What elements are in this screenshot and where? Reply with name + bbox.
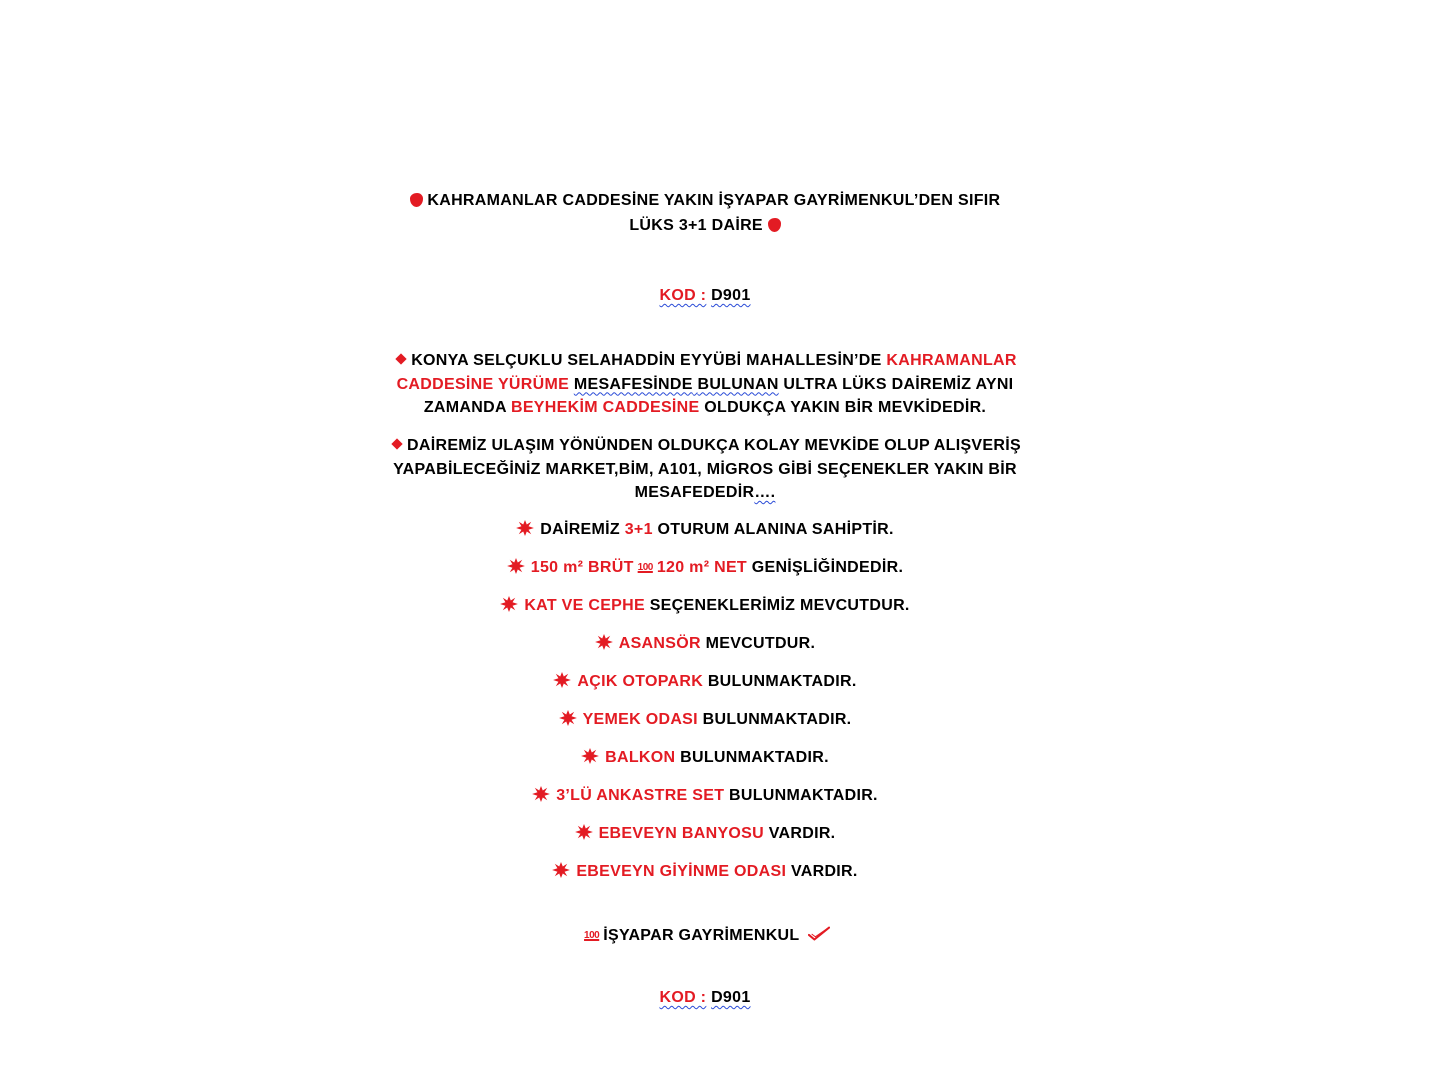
feature-highlight: ASANSÖR <box>618 635 701 652</box>
diamond-icon <box>391 438 402 449</box>
fire-icon <box>768 218 781 232</box>
feature-highlight: EBEVEYN BANYOSU <box>598 825 764 842</box>
p1-text: MESAFESİNDE <box>573 375 693 393</box>
feature-text: MEVCUTDUR. <box>700 635 816 652</box>
listing-code-bottom <box>340 988 1070 1008</box>
location-paragraph <box>340 349 1070 420</box>
p2-text: DAİREMİZ ULAŞIM YÖNÜNDEN OLDUKÇA KOLAY MEVKİDE OLUP ALIŞVERİŞ <box>407 437 1021 454</box>
code-value: D901 <box>711 989 751 1006</box>
feature-text: BULUNMAKTADIR. <box>697 711 852 728</box>
hundred-points-icon: 100 <box>637 562 653 573</box>
feature-item <box>340 520 1070 540</box>
feature-item <box>340 862 1070 882</box>
feature-text: BULUNMAKTADIR. <box>703 673 857 690</box>
feature-item <box>340 558 1070 578</box>
feature-highlight: BALKON <box>605 749 676 766</box>
p1-highlight: BEYHEKİM CADDESİNE <box>510 399 700 416</box>
title-line-2: LÜKS 3+1 DAİRE <box>629 217 763 234</box>
p1-text: ZAMANDA <box>423 399 511 416</box>
sparkle-burst-icon <box>507 558 525 574</box>
feature-item <box>340 672 1070 692</box>
sparkle-burst-icon <box>575 824 593 840</box>
sparkle-burst-icon <box>581 748 599 764</box>
company-name: İŞYAPAR GAYRİMENKUL <box>603 927 800 944</box>
title-line-1: KAHRAMANLAR CADDESİNE YAKIN İŞYAPAR GAYRİMENKUL’DEN SIFIR <box>427 192 1001 209</box>
p2-text: YAPABİLECEĞİNİZ MARKET,BİM, A101, MİGROS GİBİ SEÇENEKLER YAKIN BİR <box>393 460 1017 478</box>
feature-highlight: 150 m² BRÜT <box>530 559 634 576</box>
feature-highlight: 120 m² NET <box>656 559 747 576</box>
code-value: D901 <box>711 287 751 304</box>
feature-highlight: 3’LÜ ANKASTRE SET <box>556 787 725 804</box>
p1-highlight: KAHRAMANLAR <box>886 352 1017 369</box>
code-label: KOD : <box>659 989 707 1006</box>
sparkle-burst-icon <box>552 862 570 878</box>
check-mark-icon <box>808 926 830 942</box>
feature-text: GENİŞLİĞİNDEDİR. <box>746 559 904 576</box>
p1-text: OLDUKÇA YAKIN BİR MEVKİDEDİR. <box>699 399 987 416</box>
sparkle-burst-icon <box>516 520 534 536</box>
feature-text: VARDIR. <box>786 863 858 880</box>
feature-text: VARDIR. <box>763 825 836 842</box>
sparkle-burst-icon <box>532 786 550 802</box>
p1-text: ULTRA LÜKS DAİREMİZ AYNI <box>778 375 1014 393</box>
sparkle-burst-icon <box>500 596 518 612</box>
code-label: KOD : <box>659 287 707 304</box>
sparkle-burst-icon <box>553 672 571 688</box>
p1-highlight: CADDESİNE YÜRÜME <box>396 375 570 393</box>
feature-item <box>340 786 1070 806</box>
feature-text: BULUNMAKTADIR. <box>724 787 878 804</box>
listing-title <box>340 188 1070 238</box>
p1-text: BULUNAN <box>697 375 779 393</box>
feature-highlight: AÇIK OTOPARK <box>577 673 704 690</box>
feature-highlight: YEMEK ODASI <box>582 711 698 728</box>
feature-highlight: KAT VE CEPHE <box>524 597 645 614</box>
diamond-icon <box>396 353 407 364</box>
p2-text: MESAFEDEDİR <box>634 484 755 501</box>
hundred-points-icon: 100 <box>584 930 600 941</box>
feature-text: OTURUM ALANINA SAHİPTİR. <box>652 521 894 538</box>
company-signature <box>340 926 1070 946</box>
fire-icon <box>410 193 423 207</box>
feature-item <box>340 748 1070 768</box>
transport-paragraph <box>340 434 1070 505</box>
p1-text: KONYA SELÇUKLU SELAHADDİN EYYÜBİ MAHALLESİN’DE <box>411 352 887 369</box>
feature-item <box>340 634 1070 654</box>
feature-item <box>340 710 1070 730</box>
feature-text: DAİREMİZ <box>540 521 625 538</box>
sparkle-burst-icon <box>559 710 577 726</box>
feature-highlight: EBEVEYN GİYİNME ODASI <box>576 863 787 880</box>
feature-item <box>340 824 1070 844</box>
listing-code-top <box>340 286 1070 306</box>
p2-text: …. <box>754 484 776 501</box>
feature-item <box>340 596 1070 616</box>
feature-text: BULUNMAKTADIR. <box>675 749 829 766</box>
feature-text: SEÇENEKLERİMİZ MEVCUTDUR. <box>644 597 910 614</box>
sparkle-burst-icon <box>595 634 613 650</box>
feature-highlight: 3+1 <box>624 521 653 538</box>
